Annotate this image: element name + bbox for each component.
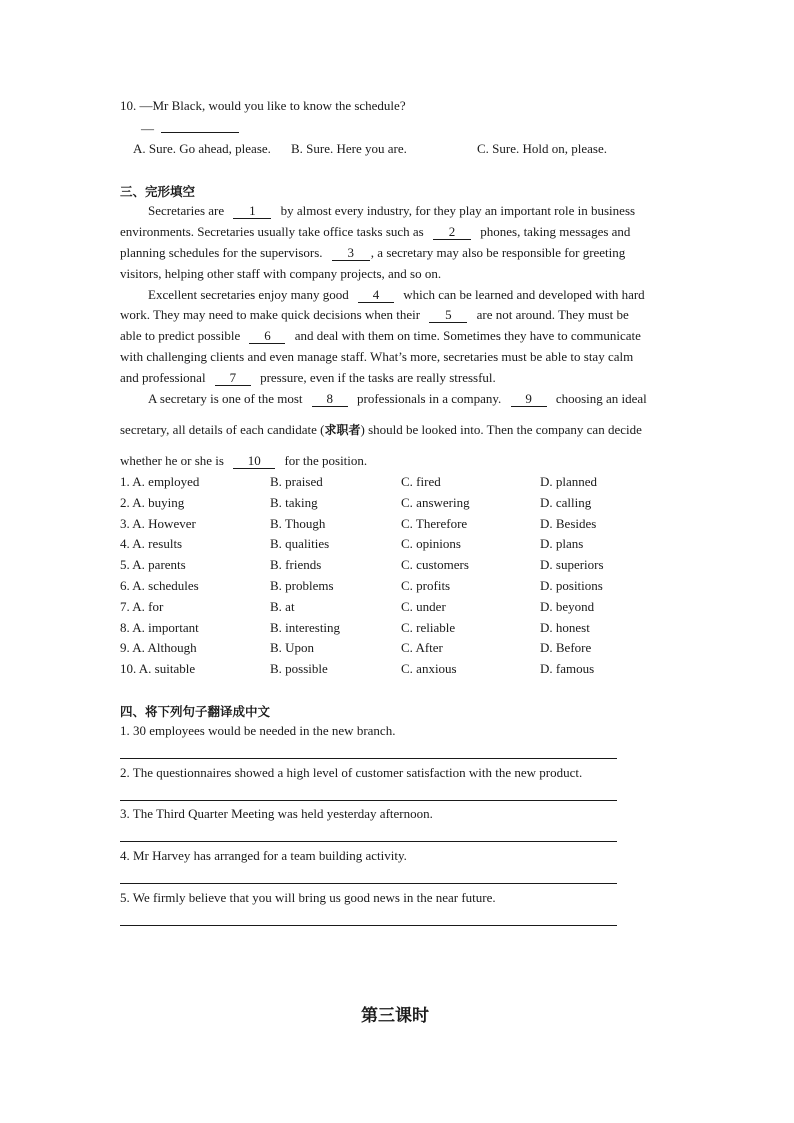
text-run: are not around. They must be <box>476 307 629 322</box>
cloze-blank-1[interactable]: 1 <box>233 204 271 219</box>
cloze-option-b[interactable]: B. qualities <box>270 536 330 552</box>
cloze-option-c[interactable]: C. fired <box>401 474 441 489</box>
q10-option-b: B. Sure. Here you are. <box>291 141 407 156</box>
cloze-option-c[interactable]: C. under <box>401 598 446 614</box>
translation-answer-line[interactable] <box>120 758 617 759</box>
cloze-option-c[interactable]: C. reliable <box>401 619 456 635</box>
translation-sentence: 4. Mr Harvey has arranged for a team building activity. <box>120 848 407 864</box>
text-run: which can be learned and developed with hard <box>403 287 645 302</box>
cloze-option-a[interactable]: 8. A. important <box>120 619 199 635</box>
translation-answer-line[interactable] <box>120 841 617 842</box>
cloze-option-a[interactable]: 4. A. results <box>120 536 183 552</box>
text-run: planning schedules for the supervisors. <box>120 245 323 260</box>
cloze-option-a[interactable]: 10. A. suitable <box>120 661 196 677</box>
cloze-p1-line1 <box>148 203 635 219</box>
translation-answer-line[interactable] <box>120 883 617 884</box>
q10-answer-blank[interactable] <box>161 120 239 133</box>
cloze-option-b[interactable]: B. at <box>270 598 295 614</box>
cloze-p1-line2 <box>120 224 630 240</box>
cloze-option-c[interactable]: C. Therefore <box>401 515 468 531</box>
cloze-option-c[interactable]: C. After <box>401 640 443 656</box>
q10-option-a: A. Sure. Go ahead, please. <box>133 141 271 156</box>
cloze-option-c[interactable]: C. answering <box>401 494 470 510</box>
lesson-title: 第三课时 <box>361 1006 429 1026</box>
cloze-p3-line3 <box>120 453 367 469</box>
cloze-option-d[interactable]: D. positions <box>540 578 603 593</box>
cloze-p2-line3 <box>120 328 641 344</box>
cloze-option-c[interactable]: C. anxious <box>401 661 457 677</box>
translation-answer-line[interactable] <box>120 925 617 926</box>
text-run: secretary, all details of each candidate ( <box>120 422 325 437</box>
cloze-p2-line2 <box>120 307 629 323</box>
cloze-option-b[interactable]: B. problems <box>270 578 334 593</box>
cloze-option-a[interactable]: 2. A. buying <box>120 494 185 510</box>
translation-sentence: 3. The Third Quarter Meeting was held yesterday afternoon. <box>120 806 433 822</box>
cloze-option-c[interactable]: C. profits <box>401 578 451 593</box>
text-run: A secretary is one of the most <box>148 391 303 406</box>
cloze-option-b[interactable]: B. possible <box>270 661 328 677</box>
cloze-option-a[interactable]: 7. A. for <box>120 598 164 614</box>
cloze-option-d[interactable]: D. planned <box>540 474 598 489</box>
translation-section-title: 四、将下列句子翻译成中文 <box>120 704 271 719</box>
text-run: , a secretary may also be responsible for greeting <box>370 245 626 260</box>
text-run: by almost every industry, for they play an important role in business <box>280 203 636 218</box>
cloze-option-d[interactable]: D. honest <box>540 619 590 635</box>
cloze-option-d[interactable]: D. calling <box>540 494 592 510</box>
translation-sentence: 5. We firmly believe that you will bring us good news in the near future. <box>120 889 496 905</box>
text-run: Excellent secretaries enjoy many good <box>148 287 349 302</box>
cloze-p3-line1 <box>148 391 647 407</box>
q10-option-c: C. Sure. Hold on, please. <box>477 141 607 156</box>
cloze-option-d[interactable]: D. plans <box>540 536 584 552</box>
cloze-option-b[interactable]: B. Though <box>270 515 326 531</box>
q10-answer-line <box>141 120 239 137</box>
text-run: and deal with them on time. Sometimes they have to communicate <box>294 328 641 343</box>
cloze-blank-8[interactable]: 8 <box>312 392 348 407</box>
cloze-option-b[interactable]: B. interesting <box>270 619 341 635</box>
cloze-blank-10[interactable]: 10 <box>233 454 275 469</box>
cloze-p1-line4: visitors, helping other staff with company projects, and so on. <box>120 266 442 281</box>
text-run: ) should be looked into. Then the company can decide <box>360 422 642 437</box>
q10-question: 10. —Mr Black, would you like to know the schedule? <box>120 98 406 113</box>
cloze-p2-line5 <box>120 370 496 386</box>
cloze-p2-line4: with challenging clients and even manage staff. What’s more, secretaries must be able to stay calm <box>120 349 634 364</box>
cloze-option-d[interactable]: D. Besides <box>540 515 597 531</box>
cloze-option-b[interactable]: B. Upon <box>270 640 315 656</box>
cloze-option-a[interactable]: 9. A. Although <box>120 640 197 656</box>
cloze-blank-4[interactable]: 4 <box>358 288 394 303</box>
cloze-option-a[interactable]: 3. A. However <box>120 515 196 531</box>
cloze-option-a[interactable]: 6. A. schedules <box>120 578 199 593</box>
translation-sentence: 2. The questionnaires showed a high level of customer satisfaction with the new product. <box>120 764 583 780</box>
cloze-option-d[interactable]: D. famous <box>540 661 595 677</box>
text-run: environments. Secretaries usually take office tasks such as <box>120 224 424 239</box>
cloze-blank-5[interactable]: 5 <box>429 308 467 323</box>
cloze-blank-7[interactable]: 7 <box>215 371 251 386</box>
text-run: for the position. <box>284 453 368 468</box>
text-run: able to predict possible <box>120 328 241 343</box>
text-run: choosing an ideal <box>555 391 647 406</box>
chinese-gloss: 求职者 <box>324 423 361 437</box>
cloze-blank-6[interactable]: 6 <box>249 329 285 344</box>
cloze-option-a[interactable]: 1. A. employed <box>120 474 200 489</box>
cloze-option-b[interactable]: B. praised <box>270 474 323 489</box>
text-run: phones, taking messages and <box>480 224 631 239</box>
cloze-section-title: 三、完形填空 <box>120 184 196 199</box>
cloze-p2-line1 <box>148 287 645 303</box>
cloze-option-c[interactable]: C. opinions <box>401 536 461 552</box>
q10-answer-prefix: — <box>141 121 154 136</box>
cloze-option-d[interactable]: D. beyond <box>540 598 595 614</box>
cloze-blank-3[interactable]: 3 <box>332 246 370 261</box>
cloze-option-a[interactable]: 5. A. parents <box>120 557 186 573</box>
cloze-option-d[interactable]: D. Before <box>540 640 592 656</box>
translation-sentence: 1. 30 employees would be needed in the new branch. <box>120 723 396 738</box>
cloze-option-d[interactable]: D. superiors <box>540 557 604 573</box>
text-run: Secretaries are <box>148 203 225 218</box>
text-run: pressure, even if the tasks are really stressful. <box>260 370 496 385</box>
cloze-option-b[interactable]: B. friends <box>270 557 322 573</box>
cloze-option-c[interactable]: C. customers <box>401 557 469 573</box>
text-run: professionals in a company. <box>357 391 502 406</box>
cloze-p3-line2 <box>120 421 642 438</box>
text-run: work. They may need to make quick decisions when their <box>120 307 421 322</box>
cloze-option-b[interactable]: B. taking <box>270 494 318 510</box>
cloze-blank-2[interactable]: 2 <box>433 225 471 240</box>
text-run: and professional <box>120 370 206 385</box>
cloze-p1-line3 <box>120 245 625 261</box>
cloze-blank-9[interactable]: 9 <box>511 392 547 407</box>
text-run: whether he or she is <box>120 453 224 468</box>
translation-answer-line[interactable] <box>120 800 617 801</box>
